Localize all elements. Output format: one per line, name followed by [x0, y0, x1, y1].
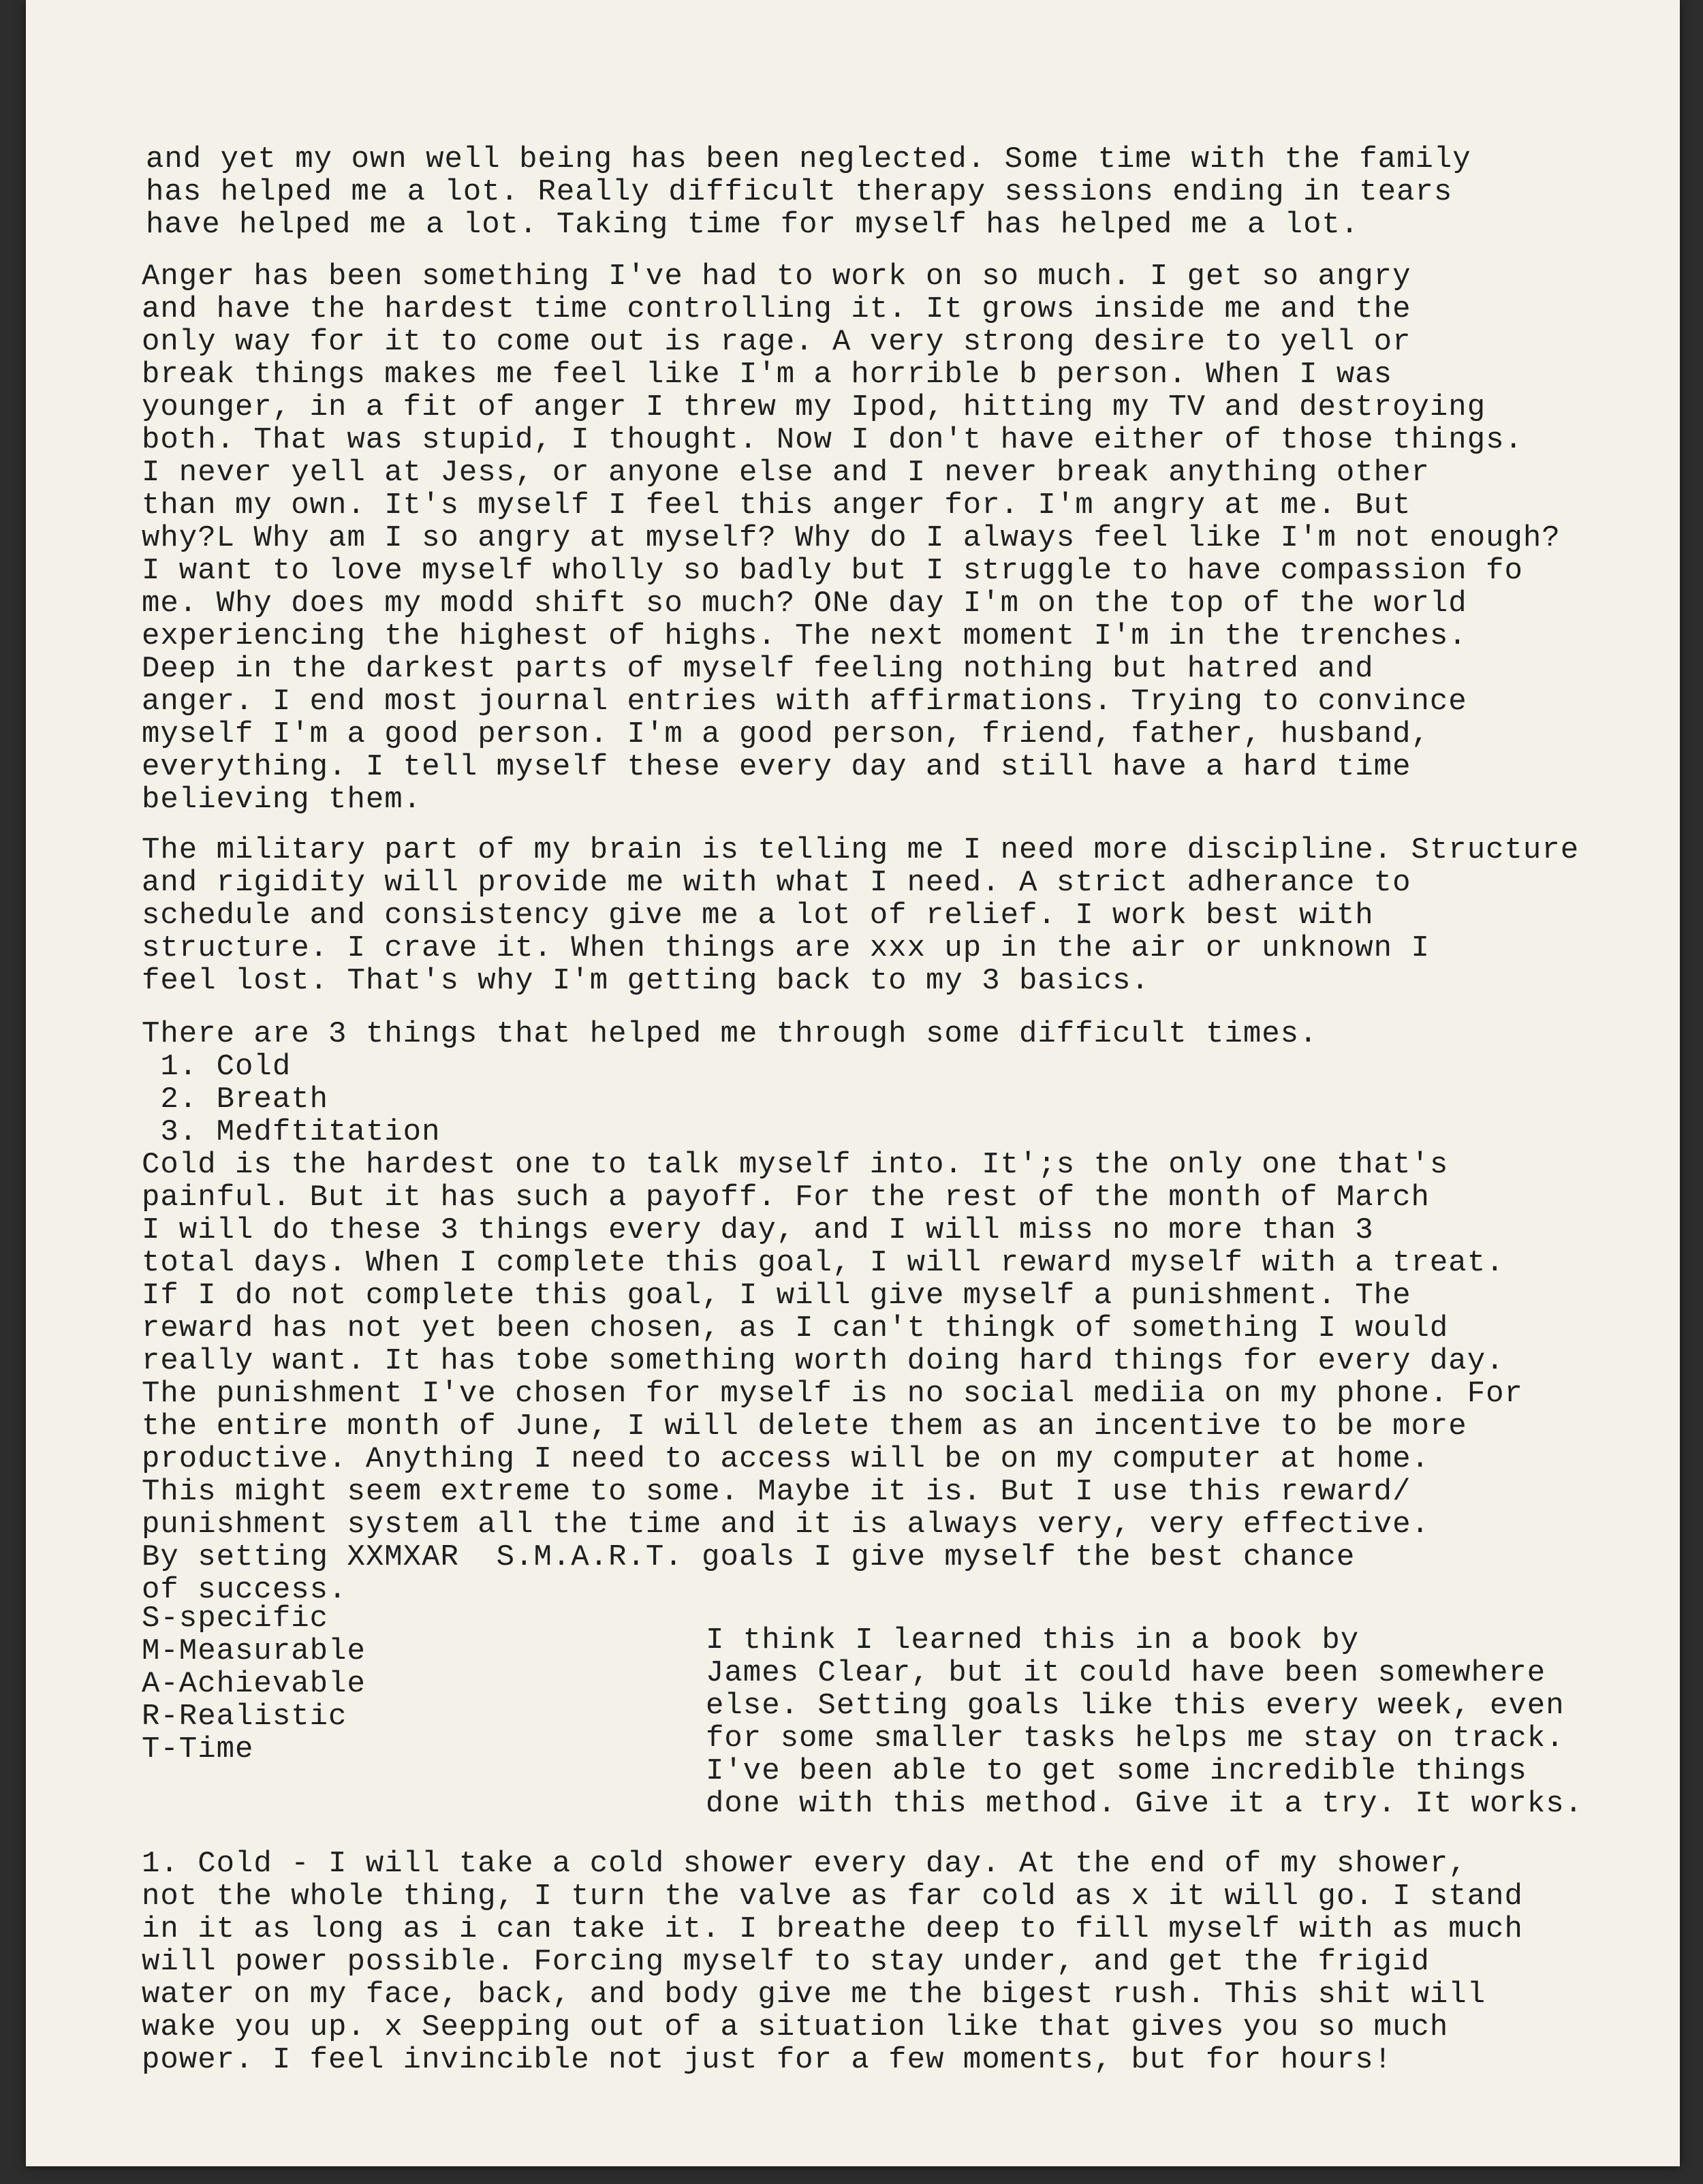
text-line: Anger has been something I've had to work on so much. I get so angry: [142, 260, 1411, 294]
text-line: and yet my own well being has been neglected. Some time with the family: [146, 142, 1471, 176]
side-note-line: James Clear, but it could have been somewhere: [706, 1656, 1546, 1690]
text-line: anger. I end most journal entries with affirmations. Trying to convince: [142, 685, 1467, 719]
text-line: I never yell at Jess, or anyone else and I never break anything other: [142, 456, 1430, 490]
side-note-line: done with this method. Give it a try. It works.: [706, 1787, 1584, 1821]
side-note: [706, 1624, 1659, 1828]
text-line: both. That was stupid, I thought. Now I don't have either of those things.: [142, 423, 1523, 457]
smart-item-achievable: A-Achievable: [142, 1667, 366, 1701]
text-line: This might seem extreme to some. Maybe it is. But I use this reward/: [142, 1475, 1411, 1509]
text-line: only way for it to come out is rage. A very strong desire to yell or: [142, 325, 1411, 359]
list-item-breath: 2. Breath: [142, 1082, 329, 1117]
side-note-line: I've been able to get some incredible things: [706, 1754, 1527, 1788]
text-line: There are 3 things that helped me through some difficult times.: [142, 1017, 1318, 1051]
smart-item-measurable: M-Measurable: [142, 1634, 366, 1668]
text-line: I will do these 3 things every day, and I will miss no more than 3: [142, 1213, 1374, 1247]
smart-item-specific: S-specific: [142, 1602, 329, 1636]
text-line: power. I feel invincible not just for a few moments, but for hours!: [142, 2043, 1393, 2077]
text-line: and rigidity will provide me with what I need. A strict adherance to: [142, 866, 1411, 900]
text-line: I want to love myself wholly so badly but I struggle to have compassion fo: [142, 554, 1523, 588]
text-line: of success.: [142, 1573, 347, 1607]
text-line: water on my face, back, and body give me the bigest rush. This shit will: [142, 1978, 1486, 2012]
text-line: The punishment I've chosen for myself is no social mediia on my phone. For: [142, 1377, 1523, 1411]
text-line: really want. It has tobe something worth doing hard things for every day.: [142, 1344, 1505, 1378]
side-note-line: for some smaller tasks helps me stay on track.: [706, 1721, 1565, 1756]
text-line: painful. But it has such a payoff. For the rest of the month of March: [142, 1181, 1430, 1215]
text-line: schedule and consistency give me a lot of relief. I work best with: [142, 899, 1374, 933]
side-note-line: I think I learned this in a book by: [706, 1623, 1360, 1657]
text-line: has helped me a lot. Really difficult therapy sessions ending in tears: [146, 175, 1453, 209]
text-line: myself I'm a good person. I'm a good person, friend, father, husband,: [142, 717, 1430, 751]
text-line: and have the hardest time controlling it. It grows inside me and the: [142, 292, 1411, 326]
text-line: punishment system all the time and it is always very, very effective.: [142, 1508, 1430, 1542]
text-line: experiencing the highest of highs. The next moment I'm in the trenches.: [142, 619, 1467, 653]
side-note-line: else. Setting goals like this every week, even: [706, 1689, 1565, 1723]
list-item-cold: 1. Cold: [142, 1050, 292, 1084]
text-line: wake you up. x Seepping out of a situation like that gives you so much: [142, 2010, 1449, 2044]
text-line: Deep in the darkest parts of myself feeling nothing but hatred and: [142, 652, 1374, 686]
text-line: will power possible. Forcing myself to stay under, and get the frigid: [142, 1945, 1430, 1979]
text-line: 1. Cold - I will take a cold shower every day. At the end of my shower,: [142, 1847, 1467, 1881]
text-line: have helped me a lot. Taking time for myself has helped me a lot.: [146, 208, 1360, 242]
text-line: reward has not yet been chosen, as I can't thingk of something I would: [142, 1311, 1449, 1345]
smart-item-time: T-Time: [142, 1732, 254, 1766]
text-line: the entire month of June, I will delete them as an incentive to be more: [142, 1409, 1467, 1444]
smart-item-realistic: R-Realistic: [142, 1700, 347, 1734]
text-line: younger, in a fit of anger I threw my Ipod, hitting my TV and destroying: [142, 390, 1486, 424]
text-line: break things makes me feel like I'm a horrible b person. When I was: [142, 358, 1393, 392]
text-line: structure. I crave it. When things are xxx up in the air or unknown I: [142, 931, 1430, 965]
text-line: not the whole thing, I turn the valve as far cold as x it will go. I stand: [142, 1879, 1523, 1914]
text-line: in it as long as i can take it. I breathe deep to fill myself with as much: [142, 1912, 1523, 1946]
text-line: total days. When I complete this goal, I will reward myself with a treat.: [142, 1246, 1505, 1280]
text-line: Cold is the hardest one to talk myself into. It';s the only one that's: [142, 1148, 1449, 1182]
text-line: feel lost. That's why I'm getting back to my 3 basics.: [142, 964, 1150, 998]
smart-goals-list: [142, 1602, 550, 1779]
text-line: By setting XXMXAR S.M.A.R.T. goals I give myself the best chance: [142, 1540, 1356, 1574]
text-line: everything. I tell myself these every day and still have a hard time: [142, 750, 1411, 784]
text-line: The military part of my brain is telling me I need more discipline. Structure: [142, 833, 1580, 867]
text-line: than my own. It's myself I feel this anger for. I'm angry at me. But: [142, 488, 1411, 522]
list-item-meditation: 3. Medftitation: [142, 1115, 441, 1149]
text-line: productive. Anything I need to access will be on my computer at home.: [142, 1442, 1430, 1476]
text-line: why?L Why am I so angry at myself? Why do I always feel like I'm not enough?: [142, 521, 1561, 555]
text-line: believing them.: [142, 783, 422, 817]
text-line: If I do not complete this goal, I will give myself a punishment. The: [142, 1279, 1411, 1313]
typed-page: [26, 0, 1680, 2166]
text-line: me. Why does my modd shift so much? ONe day I'm on the top of the world: [142, 587, 1467, 621]
